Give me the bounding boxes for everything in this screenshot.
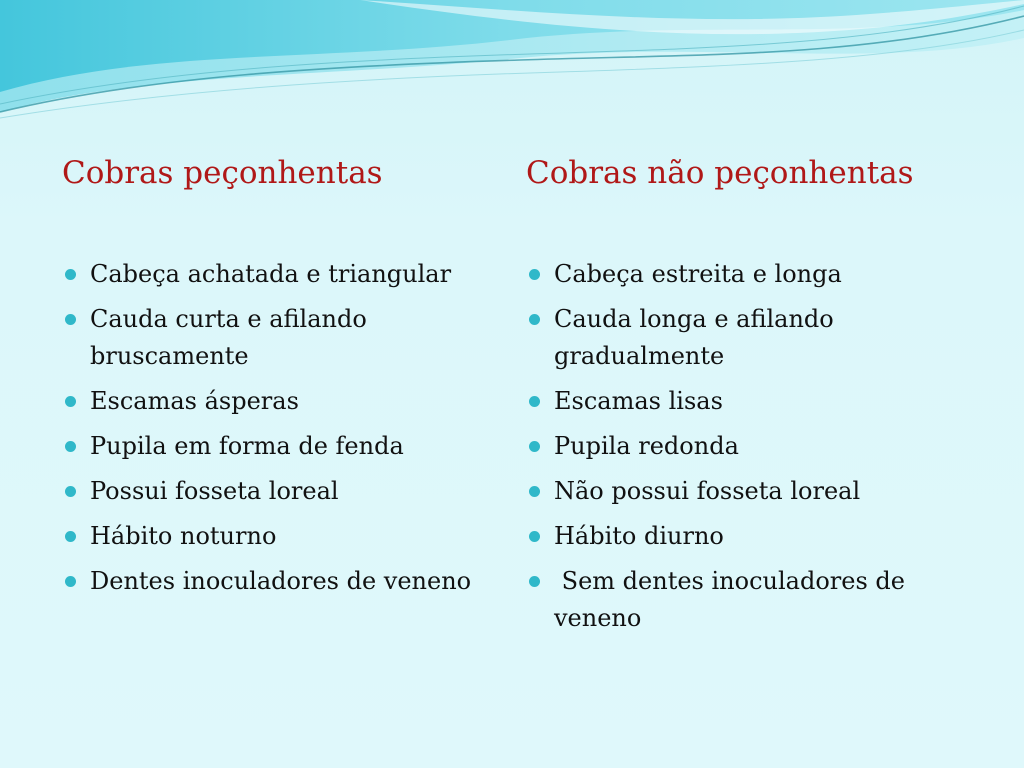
- bullet-icon: [529, 314, 540, 325]
- list-item-text: Cabeça estreita e longa: [554, 260, 842, 288]
- right-column-title: Cobras não peçonhentas: [526, 155, 914, 191]
- left-column-title: Cobras peçonhentas: [62, 155, 383, 191]
- bullet-icon: [529, 576, 540, 587]
- list-item-text: Hábito noturno: [90, 522, 277, 550]
- list-item: [62, 301, 482, 375]
- list-item: [62, 563, 482, 600]
- list-item-text: Sem dentes inoculadores de veneno: [554, 567, 913, 632]
- list-item: [526, 256, 948, 293]
- list-item: [526, 518, 948, 555]
- list-item-text: Pupila em forma de fenda: [90, 432, 404, 460]
- list-item: [62, 383, 482, 420]
- wave-header-decoration: [0, 0, 1024, 130]
- list-item-text: Não possui fosseta loreal: [554, 477, 861, 505]
- list-item-text: Possui fosseta loreal: [90, 477, 339, 505]
- list-item-text: Cabeça achatada e triangular: [90, 260, 452, 288]
- list-item-text: Dentes inoculadores de veneno: [90, 567, 472, 595]
- list-item: [526, 563, 948, 637]
- bullet-icon: [65, 269, 76, 280]
- right-column: [526, 148, 966, 632]
- bullet-icon: [65, 486, 76, 497]
- bullet-icon: [529, 531, 540, 542]
- bullet-icon: [65, 314, 76, 325]
- list-item-text: Escamas lisas: [554, 387, 723, 415]
- bullet-icon: [529, 486, 540, 497]
- bullet-icon: [65, 531, 76, 542]
- list-item: [62, 473, 482, 510]
- bullet-icon: [65, 396, 76, 407]
- bullet-icon: [65, 576, 76, 587]
- right-bullet-list: [526, 256, 948, 645]
- list-item: [62, 428, 482, 465]
- list-item-text: Escamas ásperas: [90, 387, 299, 415]
- bullet-icon: [65, 441, 76, 452]
- list-item: [526, 473, 948, 510]
- list-item-text: Cauda longa e afilando gradualmente: [554, 305, 834, 370]
- bullet-icon: [529, 441, 540, 452]
- left-column: [62, 148, 492, 595]
- list-item: [526, 383, 948, 420]
- list-item-text: Pupila redonda: [554, 432, 739, 460]
- bullet-icon: [529, 396, 540, 407]
- list-item-text: Cauda curta e afilando bruscamente: [90, 305, 367, 370]
- list-item-text: Hábito diurno: [554, 522, 724, 550]
- list-item: [526, 301, 948, 375]
- list-item: [62, 256, 482, 293]
- list-item: [526, 428, 948, 465]
- list-item: [62, 518, 482, 555]
- left-bullet-list: [62, 256, 482, 608]
- bullet-icon: [529, 269, 540, 280]
